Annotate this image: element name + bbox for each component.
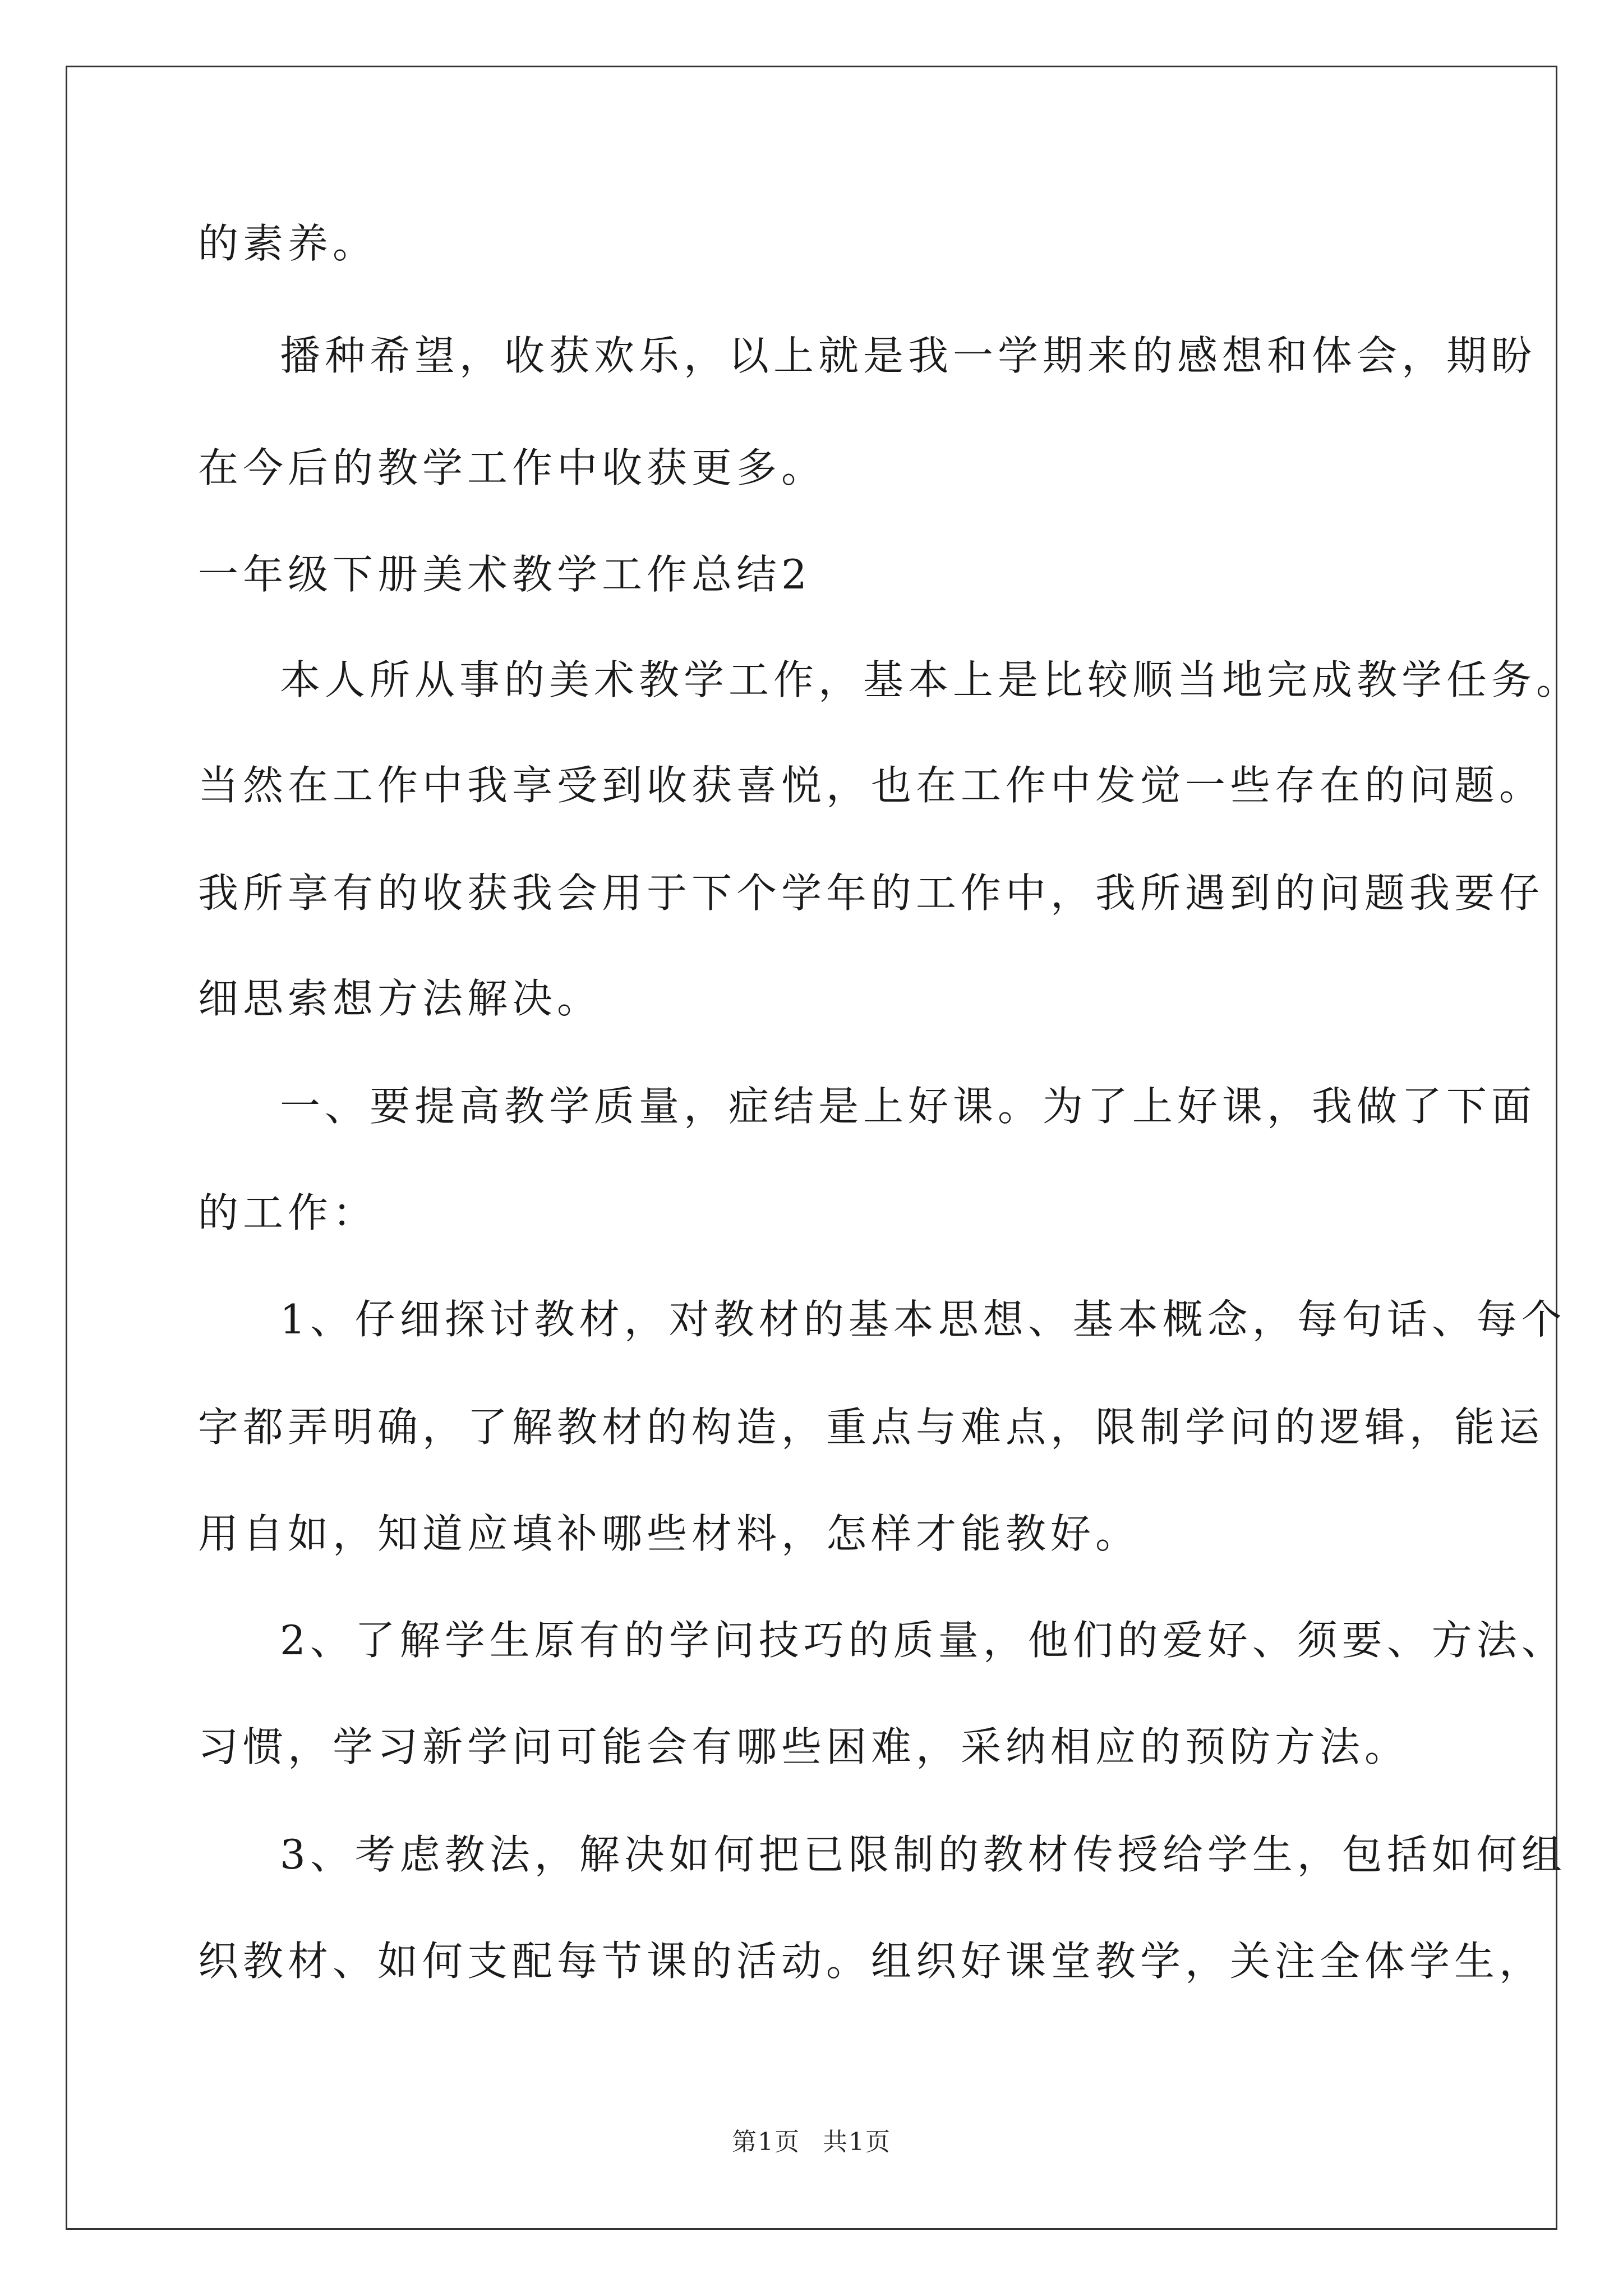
page-count: 共1页 <box>823 2128 891 2156</box>
text-line: 当然在工作中我享受到收获喜悦，也在工作中发觉一些存在的问题。 <box>198 762 1544 809</box>
text-line: 字都弄明确，了解教材的构造，重点与难点，限制学问的逻辑，能运 <box>198 1404 1544 1451</box>
text-line: 2、了解学生原有的学问技巧的质量，他们的爱好、须要、方法、 <box>280 1617 1566 1664</box>
text-line: 本人所从事的美术教学工作，基本上是比较顺当地完成教学任务。 <box>280 656 1581 703</box>
text-line: 的工作： <box>198 1189 378 1236</box>
text-line: 在今后的教学工作中收获更多。 <box>198 444 827 491</box>
text-line: 用自如，知道应填补哪些材料，怎样才能教好。 <box>198 1510 1141 1557</box>
text-line: 播种希望，收获欢乐，以上就是我一学期来的感想和体会，期盼 <box>280 332 1537 379</box>
section-heading: 一年级下册美术教学工作总结2 <box>198 551 811 598</box>
page-footer <box>0 2122 1623 2157</box>
text-line: 的素养。 <box>198 220 378 267</box>
text-line: 一、要提高教学质量，症结是上好课。为了上好课，我做了下面 <box>280 1083 1537 1130</box>
text-line: 习惯，学习新学问可能会有哪些困难，采纳相应的预防方法。 <box>198 1723 1410 1770</box>
text-line: 织教材、如何支配每节课的活动。组织好课堂教学，关注全体学生， <box>198 1938 1544 1985</box>
page-border <box>66 66 1557 2230</box>
text-line: 3、考虑教法，解决如何把已限制的教材传授给学生，包括如何组 <box>280 1831 1566 1878</box>
text-line: 细思索想方法解决。 <box>198 975 602 1022</box>
page-number: 第1页 <box>732 2128 800 2156</box>
text-line: 1、仔细探讨教材，对教材的基本思想、基本概念，每句话、每个 <box>280 1296 1566 1343</box>
text-line: 我所享有的收获我会用于下个学年的工作中，我所遇到的问题我要仔 <box>198 869 1544 917</box>
